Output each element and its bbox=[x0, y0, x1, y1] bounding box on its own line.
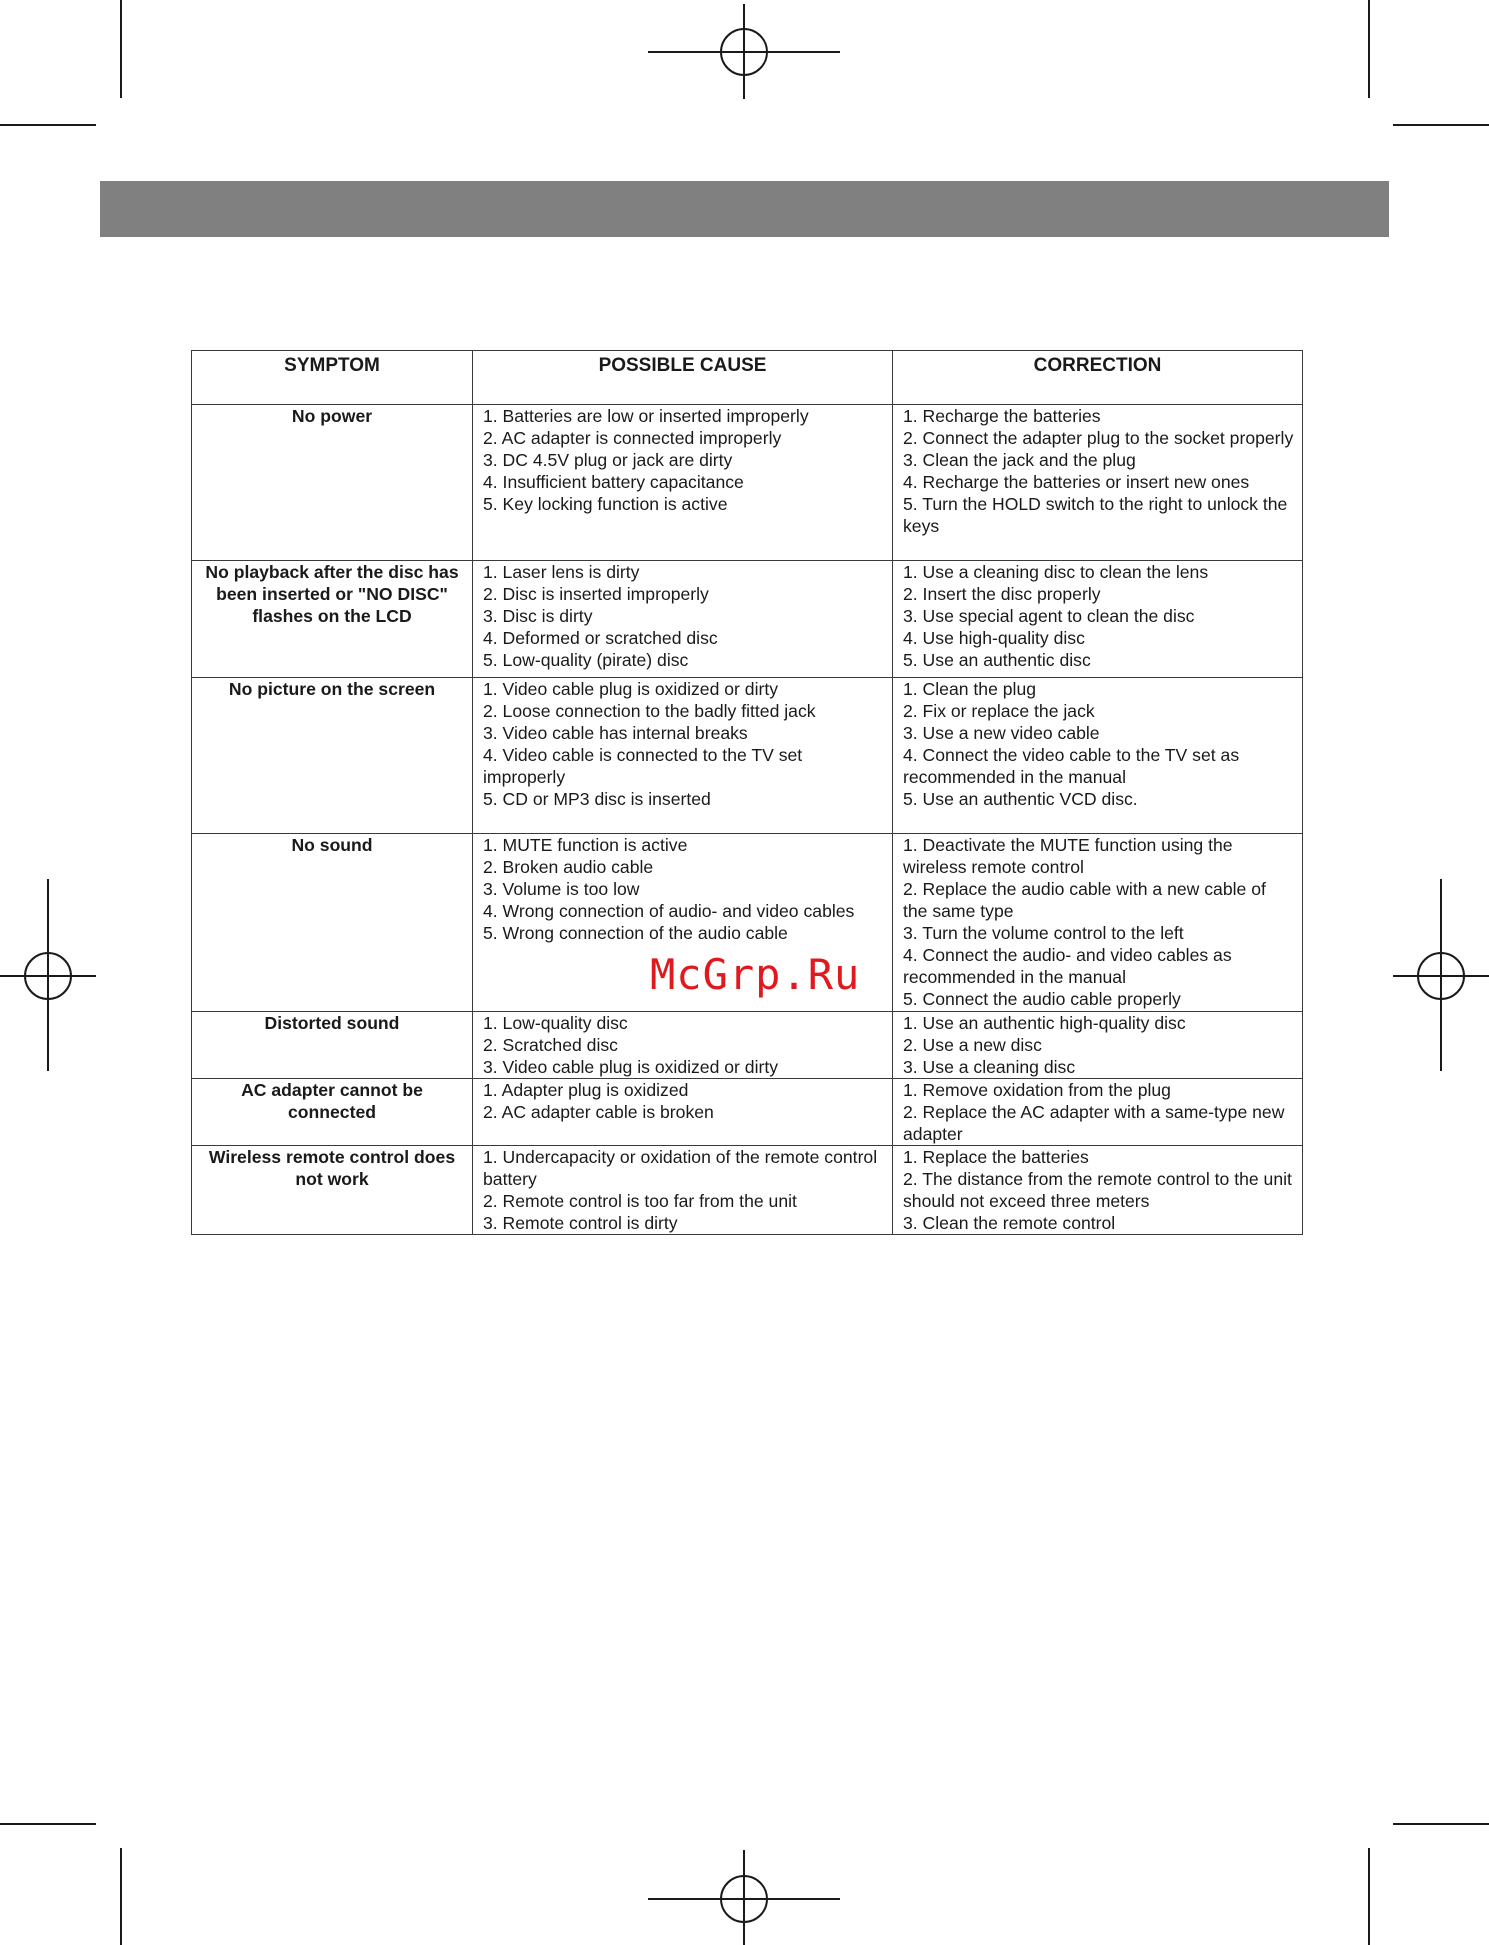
correction-item: 3. Use a new video cable bbox=[903, 723, 1100, 743]
correction-item: 2. Insert the disc properly bbox=[903, 584, 1101, 604]
correction-item: 1. Recharge the batteries bbox=[903, 406, 1101, 426]
symptom-cell: Distorted sound bbox=[192, 1012, 473, 1079]
correction-cell bbox=[893, 1146, 1303, 1235]
correction-item: 1. Use a cleaning disc to clean the lens bbox=[903, 562, 1209, 582]
correction-item: 2. Connect the adapter plug to the socket properly bbox=[903, 428, 1294, 448]
correction-item: 3. Clean the jack and the plug bbox=[903, 450, 1136, 470]
table-row bbox=[192, 678, 1303, 834]
cause-item: 1. Adapter plug is oxidized bbox=[483, 1080, 689, 1100]
correction-cell bbox=[893, 1079, 1303, 1146]
registration-circle bbox=[24, 952, 72, 1000]
cause-item: 5. Wrong connection of the audio cable bbox=[483, 923, 788, 943]
cause-item: 3. Remote control is dirty bbox=[483, 1213, 678, 1233]
correction-item: 3. Turn the volume control to the left bbox=[903, 923, 1184, 943]
correction-item: 2. Fix or replace the jack bbox=[903, 701, 1095, 721]
correction-item: 5. Turn the HOLD switch to the right to unlock the keys bbox=[903, 494, 1288, 536]
header-bar bbox=[100, 181, 1389, 237]
cause-item: 2. Remote control is too far from the unit bbox=[483, 1191, 797, 1211]
cause-item: 1. Batteries are low or inserted improperly bbox=[483, 406, 809, 426]
correction-item: 1. Deactivate the MUTE function using the wireless remote control bbox=[903, 835, 1233, 877]
symptom-cell: No picture on the screen bbox=[192, 678, 473, 834]
crop-mark bbox=[0, 124, 96, 126]
table-row bbox=[192, 1012, 1303, 1079]
registration-circle bbox=[1417, 952, 1465, 1000]
cause-cell bbox=[473, 405, 893, 561]
cause-item: 4. Wrong connection of audio- and video cables bbox=[483, 901, 855, 921]
cause-cell bbox=[473, 561, 893, 678]
correction-item: 4. Recharge the batteries or insert new ones bbox=[903, 472, 1250, 492]
cause-item: 4. Video cable is connected to the TV set improperly bbox=[483, 745, 803, 787]
correction-item: 4. Connect the video cable to the TV set as recommended in the manual bbox=[903, 745, 1240, 787]
cause-cell bbox=[473, 1079, 893, 1146]
correction-item: 1. Replace the batteries bbox=[903, 1147, 1089, 1167]
crop-mark bbox=[120, 1848, 122, 1945]
table-row bbox=[192, 1079, 1303, 1146]
cause-item: 5. Low-quality (pirate) disc bbox=[483, 650, 689, 670]
table-row bbox=[192, 561, 1303, 678]
cause-item: 4. Insufficient battery capacitance bbox=[483, 472, 744, 492]
cause-item: 3. Video cable has internal breaks bbox=[483, 723, 748, 743]
correction-item: 4. Use high-quality disc bbox=[903, 628, 1085, 648]
cause-item: 5. CD or MP3 disc is inserted bbox=[483, 789, 711, 809]
symptom-cell: No power bbox=[192, 405, 473, 561]
correction-item: 3. Clean the remote control bbox=[903, 1213, 1116, 1233]
header-symptom: SYMPTOM bbox=[192, 351, 473, 405]
cause-item: 1. Laser lens is dirty bbox=[483, 562, 640, 582]
symptom-cell: No playback after the disc has been inserted or "NO DISC" flashes on the LCD bbox=[192, 561, 473, 678]
registration-circle bbox=[720, 1875, 768, 1923]
cause-item: 1. Undercapacity or oxidation of the remote control battery bbox=[483, 1147, 878, 1189]
cause-item: 1. Video cable plug is oxidized or dirty bbox=[483, 679, 779, 699]
cause-item: 2. AC adapter cable is broken bbox=[483, 1102, 714, 1122]
table-header-row bbox=[192, 351, 1303, 405]
cause-item: 1. Low-quality disc bbox=[483, 1013, 628, 1033]
cause-item: 3. Video cable plug is oxidized or dirty bbox=[483, 1057, 779, 1077]
correction-cell bbox=[893, 1012, 1303, 1079]
correction-item: 5. Connect the audio cable properly bbox=[903, 989, 1181, 1009]
cause-item: 3. Volume is too low bbox=[483, 879, 640, 899]
correction-item: 2. Replace the audio cable with a new cable of the same type bbox=[903, 879, 1266, 921]
crop-mark bbox=[0, 1823, 96, 1825]
correction-item: 4. Connect the audio- and video cables as recommended in the manual bbox=[903, 945, 1232, 987]
correction-item: 1. Use an authentic high-quality disc bbox=[903, 1013, 1186, 1033]
symptom-cell: AC adapter cannot be connected bbox=[192, 1079, 473, 1146]
cause-item: 1. MUTE function is active bbox=[483, 835, 688, 855]
cause-cell bbox=[473, 678, 893, 834]
correction-item: 3. Use special agent to clean the disc bbox=[903, 606, 1195, 626]
correction-item: 5. Use an authentic disc bbox=[903, 650, 1091, 670]
symptom-cell: No sound bbox=[192, 834, 473, 1012]
correction-item: 2. Replace the AC adapter with a same-type new adapter bbox=[903, 1102, 1285, 1144]
cause-cell bbox=[473, 1012, 893, 1079]
crop-mark bbox=[1368, 1848, 1370, 1945]
header-possible-cause: POSSIBLE CAUSE bbox=[473, 351, 893, 405]
correction-cell bbox=[893, 834, 1303, 1012]
correction-cell bbox=[893, 561, 1303, 678]
correction-cell bbox=[893, 678, 1303, 834]
crop-mark bbox=[120, 0, 122, 98]
correction-item: 2. The distance from the remote control to the unit should not exceed three meters bbox=[903, 1169, 1292, 1211]
cause-item: 4. Deformed or scratched disc bbox=[483, 628, 718, 648]
cause-item: 2. Loose connection to the badly fitted jack bbox=[483, 701, 816, 721]
correction-item: 1. Clean the plug bbox=[903, 679, 1037, 699]
cause-item: 2. AC adapter is connected improperly bbox=[483, 428, 782, 448]
table-row bbox=[192, 1146, 1303, 1235]
symptom-cell: Wireless remote control does not work bbox=[192, 1146, 473, 1235]
cause-item: 3. Disc is dirty bbox=[483, 606, 593, 626]
cause-item: 2. Disc is inserted improperly bbox=[483, 584, 709, 604]
crop-mark bbox=[1393, 1823, 1489, 1825]
correction-item: 1. Remove oxidation from the plug bbox=[903, 1080, 1171, 1100]
cause-item: 2. Broken audio cable bbox=[483, 857, 654, 877]
correction-item: 2. Use a new disc bbox=[903, 1035, 1042, 1055]
troubleshooting-table bbox=[191, 350, 1303, 1235]
registration-circle bbox=[720, 28, 768, 76]
crop-mark bbox=[1393, 124, 1489, 126]
cause-item: 5. Key locking function is active bbox=[483, 494, 728, 514]
correction-cell bbox=[893, 405, 1303, 561]
cause-item: 2. Scratched disc bbox=[483, 1035, 618, 1055]
watermark: McGrp.Ru bbox=[650, 950, 861, 999]
crop-mark bbox=[1368, 0, 1370, 98]
cause-item: 3. DC 4.5V plug or jack are dirty bbox=[483, 450, 733, 470]
table-row bbox=[192, 405, 1303, 561]
correction-item: 5. Use an authentic VCD disc. bbox=[903, 789, 1138, 809]
correction-item: 3. Use a cleaning disc bbox=[903, 1057, 1076, 1077]
header-correction: CORRECTION bbox=[893, 351, 1303, 405]
cause-cell bbox=[473, 1146, 893, 1235]
